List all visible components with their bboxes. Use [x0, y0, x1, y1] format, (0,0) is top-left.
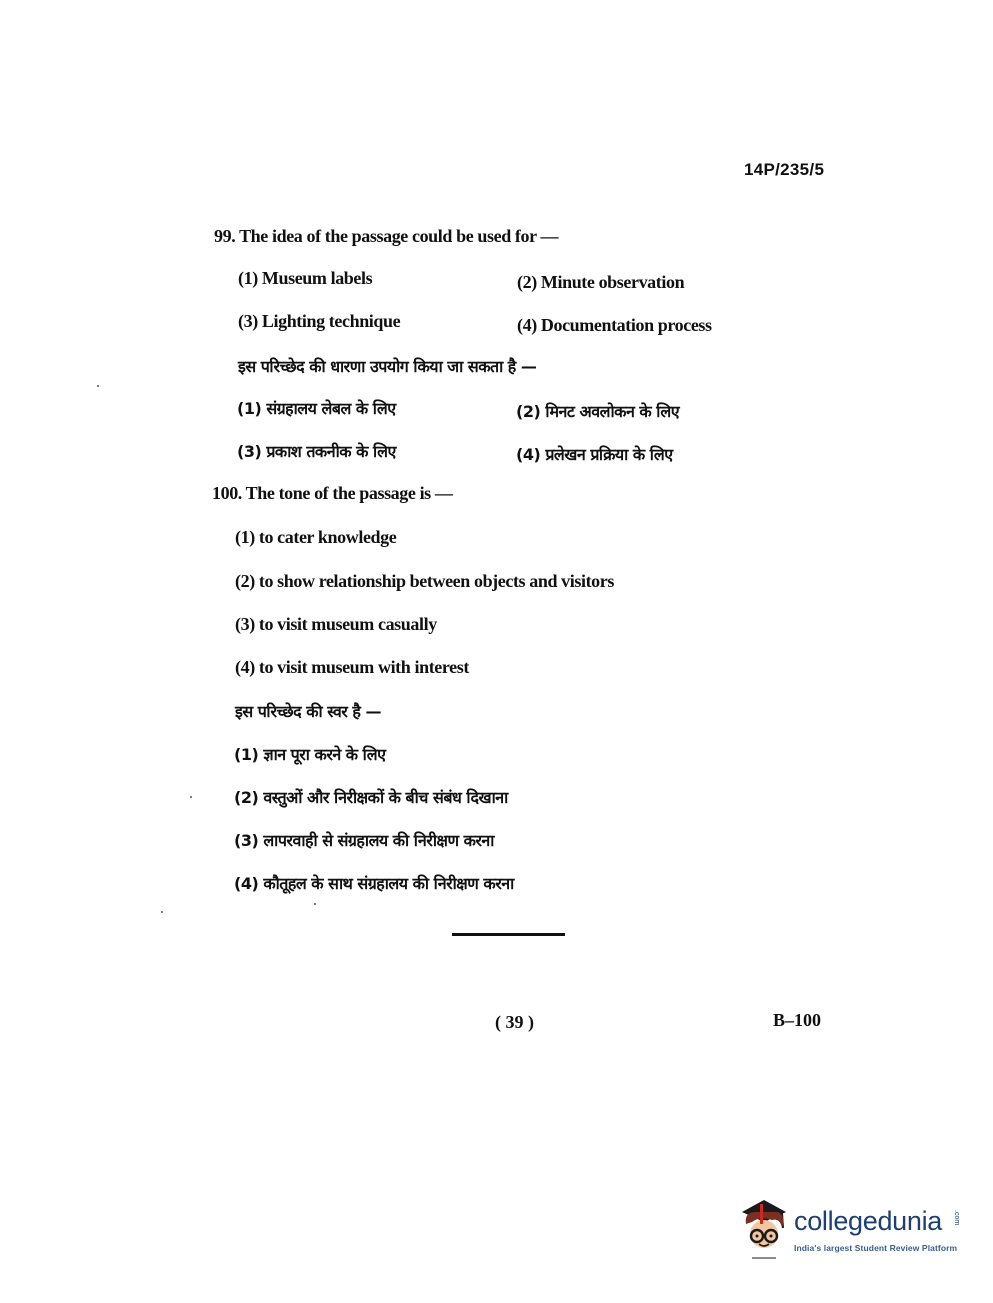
scan-speck: [190, 796, 192, 798]
question-99-hindi: इस परिच्छेद की धारणा उपयोग किया जा सकता है —: [238, 357, 537, 376]
brand-name: collegedunia: [794, 1206, 943, 1236]
paper-code: 14P/235/5: [744, 160, 825, 179]
q100-option-1-hindi: (1) ज्ञान पूरा करने के लिए: [234, 745, 386, 764]
mascot-icon: [738, 1198, 794, 1264]
q99-option-2-hindi: (2) मिनट अवलोकन के लिए: [516, 402, 680, 421]
q99-option-3-hindi: (3) प्रकाश तकनीक के लिए: [237, 442, 396, 461]
q99-option-4-hindi: (4) प्रलेखन प्रक्रिया के लिए: [516, 445, 673, 464]
q99-option-1-hindi: (1) संग्रहालय लेबल के लिए: [237, 399, 396, 418]
brand-tagline: India's largest Student Review Platform: [794, 1243, 958, 1253]
scan-speck: [97, 385, 99, 387]
question-100: 100. The tone of the passage is —: [212, 483, 453, 503]
scan-speck: [314, 903, 316, 905]
q99-option-1: (1) Museum labels: [238, 268, 373, 288]
scan-speck: [161, 911, 163, 913]
q99-option-4: (4) Documentation process: [517, 315, 712, 335]
q99-option-2: (2) Minute observation: [517, 272, 685, 292]
brand-suffix: .com: [953, 1210, 960, 1226]
q100-option-2-hindi: (2) वस्तुओं और निरीक्षकों के बीच संबंध दिखाना: [234, 788, 508, 807]
q100-option-3: (3) to visit museum casually: [235, 614, 437, 634]
q100-option-4-hindi: (4) कौतूहल के साथ संग्रहालय की निरीक्षण करना: [234, 874, 514, 893]
q100-option-2: (2) to show relationship between objects and visitors: [235, 571, 614, 591]
q100-option-3-hindi: (3) लापरवाही से संग्रहालय की निरीक्षण करना: [234, 831, 494, 850]
booklet-code: B–100: [773, 1010, 822, 1030]
question-99: 99. The idea of the passage could be used for —: [214, 226, 559, 246]
q99-option-3: (3) Lighting technique: [238, 311, 401, 331]
q100-option-1: (1) to cater knowledge: [235, 527, 397, 547]
page-number: ( 39 ): [495, 1012, 534, 1032]
question-100-hindi: इस परिच्छेद की स्वर है —: [235, 702, 381, 721]
end-rule: [452, 933, 565, 936]
collegedunia-logo: [738, 1198, 968, 1268]
q100-option-4: (4) to visit museum with interest: [235, 657, 469, 677]
